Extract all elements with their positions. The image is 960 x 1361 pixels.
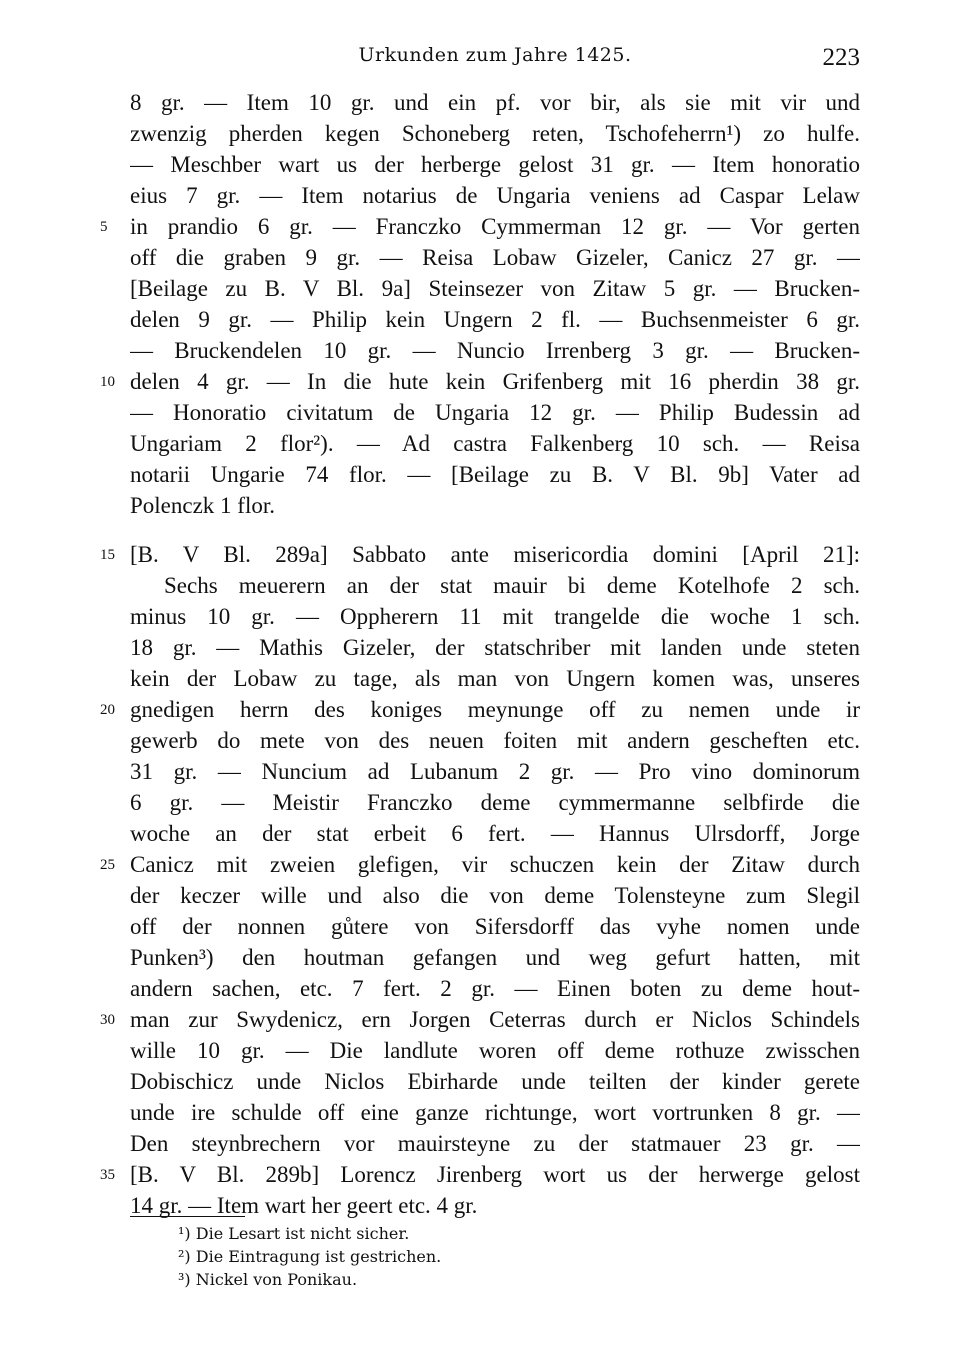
text-line: Den steynbrechern vor mauirsteyne zu der statmauer 23 gr. —	[130, 1131, 860, 1156]
text-line: der keczer wille und also die von deme Tolensteyne zum Slegil	[130, 883, 860, 908]
text-line: Dobischicz unde Niclos Ebirharde unde teilten der kinder gerete	[130, 1069, 860, 1094]
footnote: ¹) Die Lesart ist nicht sicher.	[178, 1224, 410, 1243]
text-line: 18 gr. — Mathis Gizeler, der statschriber mit landen unde steten	[130, 635, 860, 660]
text-line: woche an der stat erbeit 6 fert. — Hannus Ulrsdorff, Jorge	[130, 821, 860, 846]
text-line: 14 gr. — Item wart her geert etc. 4 gr.	[130, 1193, 478, 1218]
line-number: 15	[100, 547, 115, 563]
text-line: unde ire schulde off eine ganze richtunge, wort vortrunken 8 gr. —	[130, 1100, 860, 1125]
text-line: zwenzig pherden kegen Schoneberg reten, Tschofeherrn¹) zo hulfe.	[130, 121, 860, 146]
text-line: delen 9 gr. — Philip kein Ungern 2 fl. — Buchsenmeister 6 gr.	[130, 307, 860, 332]
running-head: Urkunden zum Jahre 1425.	[358, 44, 632, 66]
text-line: off der nonnen gůtere von Sifersdorff das vyhe nomen unde	[130, 914, 860, 939]
text-line: Ungariam 2 flor²). — Ad castra Falkenberg 10 sch. — Reisa	[130, 431, 860, 456]
line-number: 20	[100, 702, 115, 718]
text-line: delen 4 gr. — In die hute kein Grifenberg mit 16 pherdin 38 gr.	[130, 369, 860, 394]
text-line: kein der Lobaw zu tage, als man von Ungern komen was, unseres	[130, 666, 860, 691]
line-number: 35	[100, 1167, 115, 1183]
text-line: 31 gr. — Nuncium ad Lubanum 2 gr. — Pro vino dominorum	[130, 759, 860, 784]
text-line: [Beilage zu B. V Bl. 9a] Steinsezer von Zitaw 5 gr. — Brucken-	[130, 276, 860, 301]
text-line: wille 10 gr. — Die landlute woren off deme rothuze zwisschen	[130, 1038, 860, 1063]
text-line: Polenczk 1 flor.	[130, 493, 275, 518]
footnote: ³) Nickel von Ponikau.	[178, 1270, 358, 1289]
text-line: eius 7 gr. — Item notarius de Ungaria veniens ad Caspar Lelaw	[130, 183, 860, 208]
text-line: 6 gr. — Meistir Franczko deme cymmermanne selbfirde die	[130, 790, 860, 815]
text-line: man zur Swydenicz, ern Jorgen Ceterras durch er Niclos Schindels	[130, 1007, 860, 1032]
text-line: Sechs meuerern an der stat mauir bi deme Kotelhofe 2 sch.	[164, 573, 860, 598]
footnote: ²) Die Eintragung ist gestrichen.	[178, 1247, 442, 1266]
text-line: — Meschber wart us der herberge gelost 31 gr. — Item honoratio	[130, 152, 860, 177]
text-line: off die graben 9 gr. — Reisa Lobaw Gizeler, Canicz 27 gr. —	[130, 245, 860, 270]
text-line: — Honoratio civitatum de Ungaria 12 gr. — Philip Budessin ad	[130, 400, 860, 425]
line-number: 30	[100, 1012, 115, 1028]
text-line: gnedigen herrn des koniges meynunge off zu nemen unde ir	[130, 697, 860, 722]
page-header	[130, 40, 860, 76]
line-number: 10	[100, 374, 115, 390]
footnote-rule	[130, 1216, 245, 1217]
line-number: 25	[100, 857, 115, 873]
text-line: — Bruckendelen 10 gr. — Nuncio Irrenberg 3 gr. — Brucken-	[130, 338, 860, 363]
page-number: 223	[822, 44, 860, 71]
text-line: notarii Ungarie 74 flor. — [Beilage zu B. V Bl. 9b] Vater ad	[130, 462, 860, 487]
text-line: Punken³) den houtman gefangen und weg gefurt hatten, mit	[130, 945, 860, 970]
text-line: 8 gr. — Item 10 gr. und ein pf. vor bir, als sie mit vir und	[130, 90, 860, 115]
text-line: Canicz mit zweien glefigen, vir schuczen kein der Zitaw durch	[130, 852, 860, 877]
text-line: in prandio 6 gr. — Franczko Cymmerman 12 gr. — Vor gerten	[130, 214, 860, 239]
text-line: gewerb do mete von des neuen foiten mit andern gescheften etc.	[130, 728, 860, 753]
text-line: [B. V Bl. 289b] Lorencz Jirenberg wort us der herwerge gelost	[130, 1162, 860, 1187]
section-heading: [B. V Bl. 289a] Sabbato ante misericordia domini [April 21]:	[130, 542, 860, 567]
text-line: andern sachen, etc. 7 fert. 2 gr. — Einen boten zu deme hout-	[130, 976, 860, 1001]
text-line: minus 10 gr. — Oppherern 11 mit trangelde die woche 1 sch.	[130, 604, 860, 629]
line-number: 5	[100, 219, 108, 235]
